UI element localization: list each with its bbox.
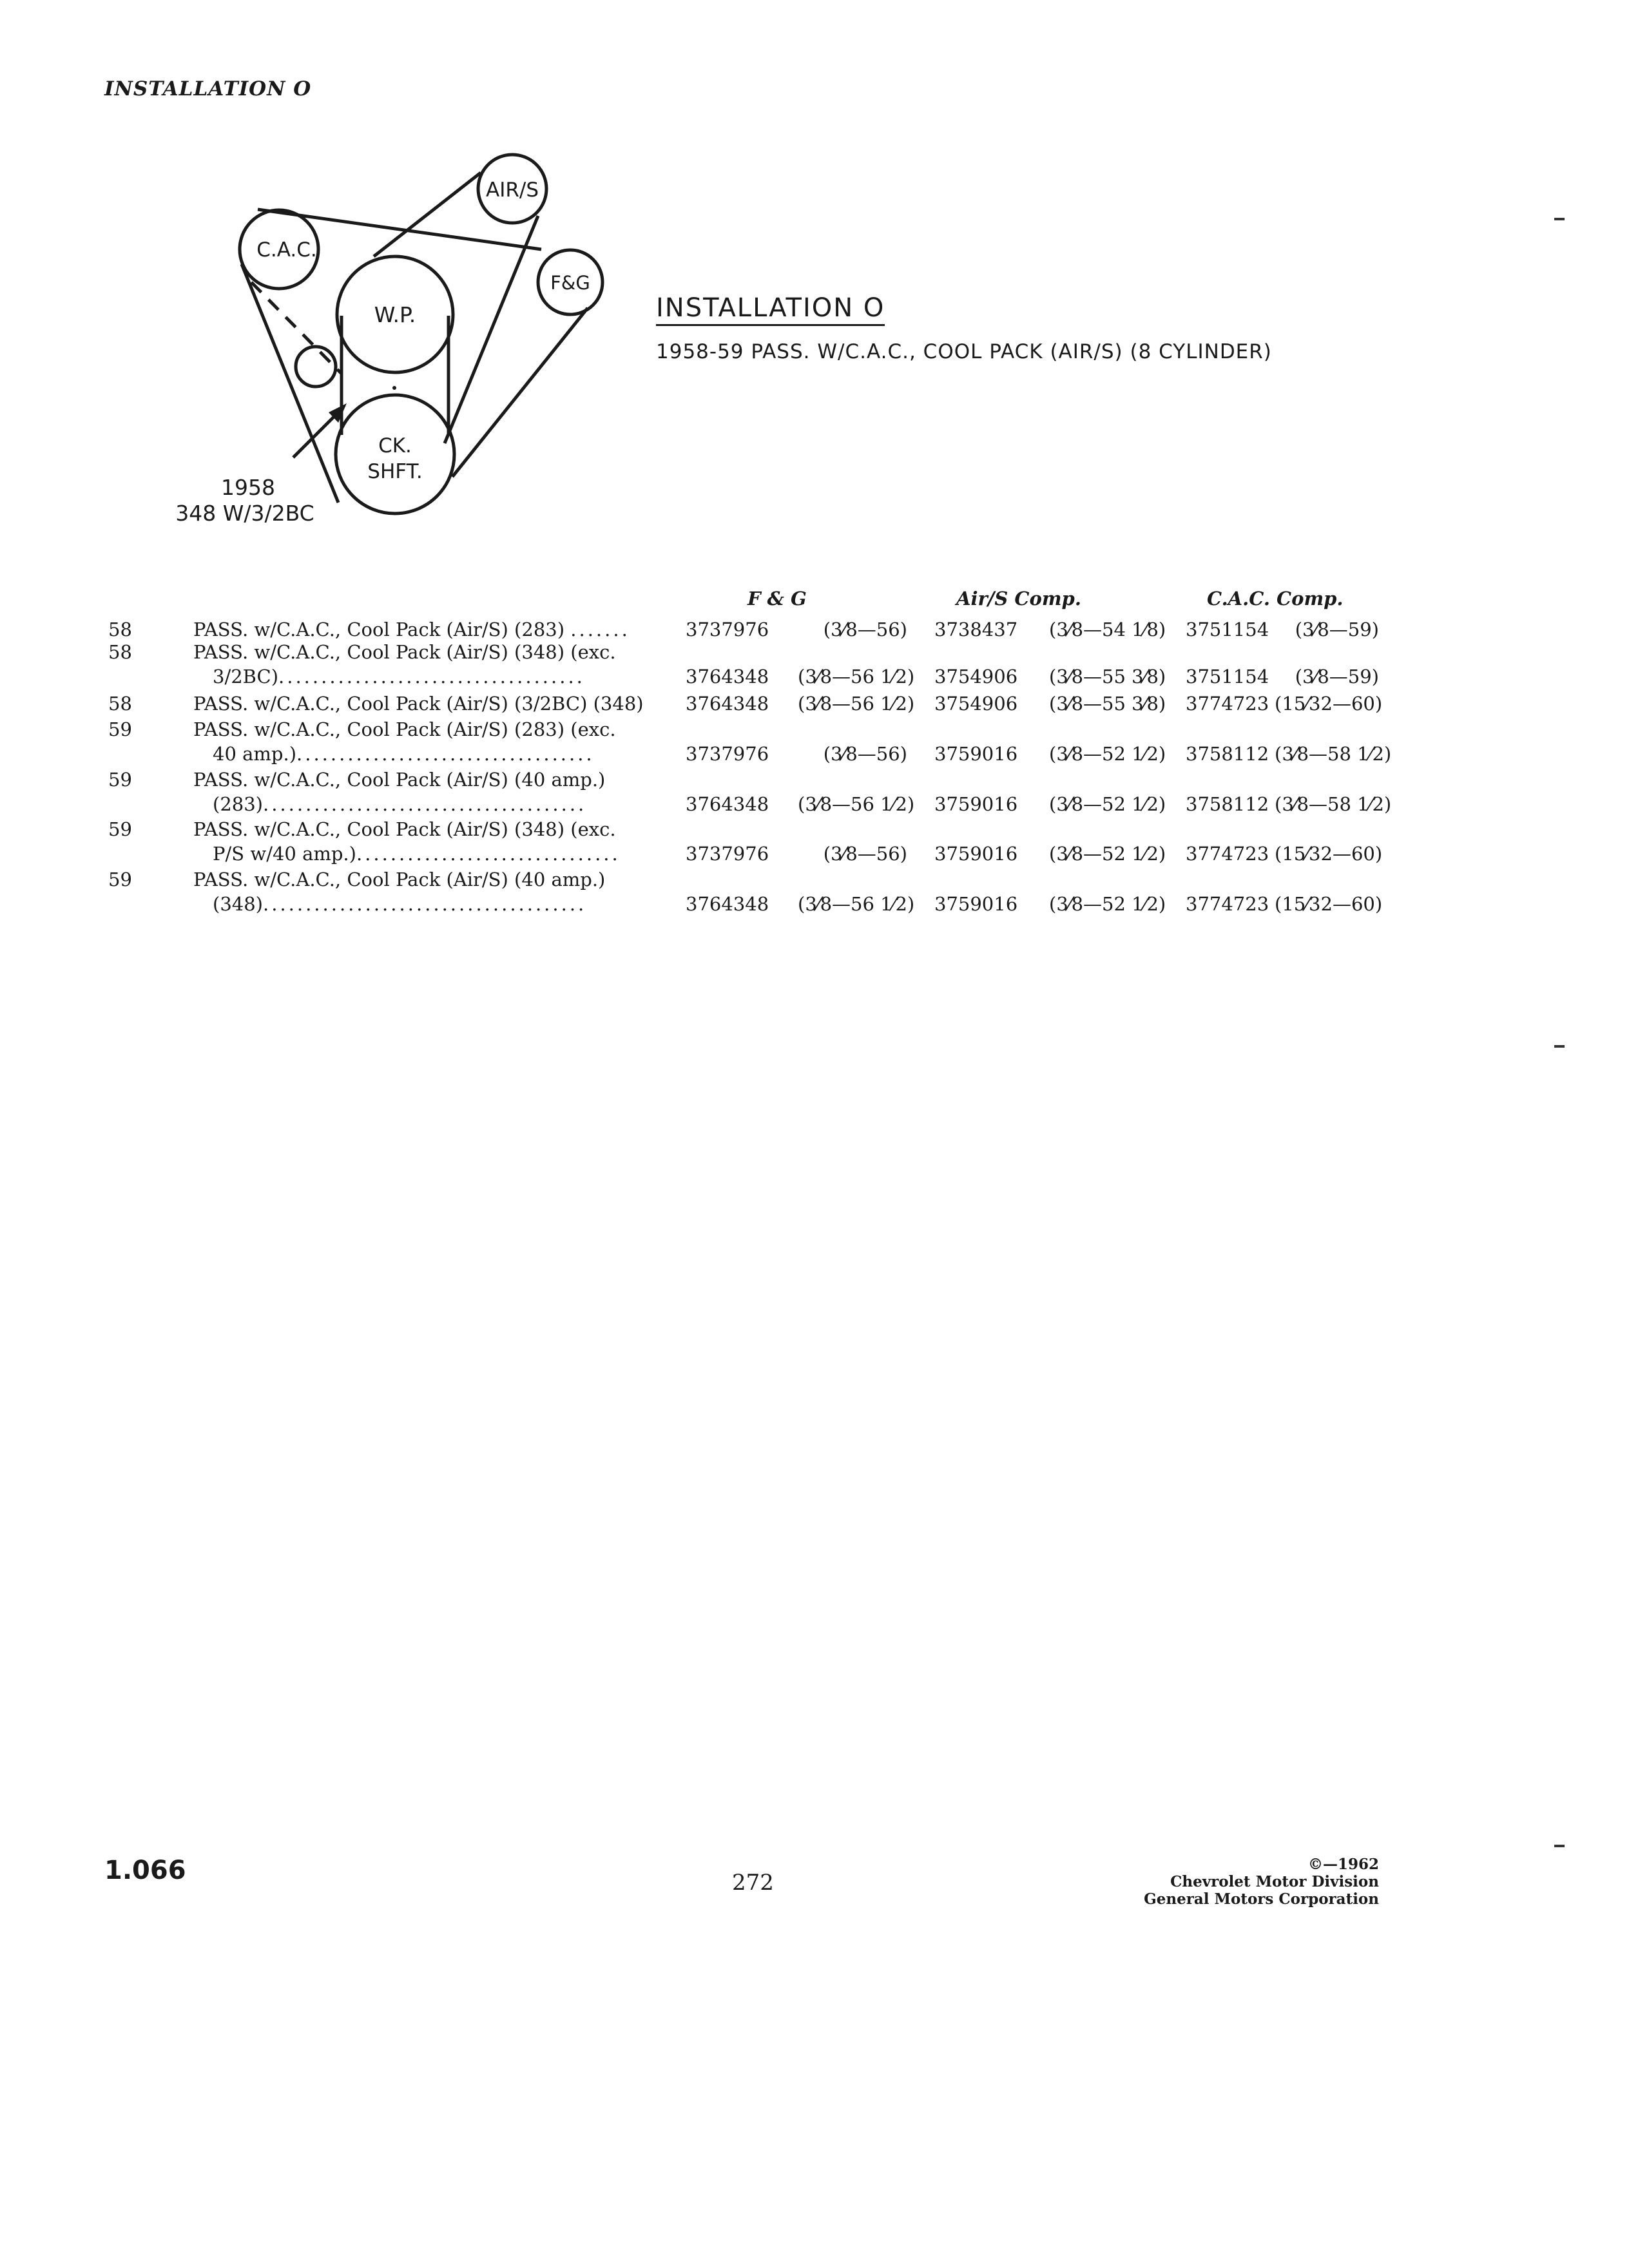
air-belt-size: (3⁄8—55 3⁄8) [1049, 666, 1166, 687]
fg-part-number: 3737976 [686, 619, 769, 640]
row-description-text: PASS. w/C.A.C., Cool Pack (Air/S) (3/2BC) (348) [193, 693, 644, 715]
fg-part-number: 3764348 [686, 793, 769, 815]
row-description-text: PASS. w/C.A.C., Cool Pack (Air/S) (283) (exc. [193, 718, 616, 740]
copyright-line: Chevrolet Motor Division [1170, 1873, 1379, 1890]
copyright-line: General Motors Corporation [1144, 1890, 1379, 1908]
table-row [0, 641, 1629, 693]
fg-part-number: 3764348 [686, 666, 769, 687]
row-year: 59 [108, 718, 132, 740]
table-row [0, 693, 1629, 718]
row-description [193, 619, 664, 640]
fg-part-number: 3764348 [686, 893, 769, 915]
fg-belt-size: (3⁄8—56 1⁄2) [798, 666, 915, 687]
cac-belt-size: (15⁄32—60) [1275, 693, 1383, 715]
row-year: 58 [108, 619, 132, 640]
cac-part-number: 3774723 [1186, 843, 1269, 865]
parts-table [0, 0, 1629, 966]
row-description-cont [213, 843, 664, 865]
row-description-text: (348) [213, 893, 263, 915]
label-cac: C.A.C. [256, 238, 317, 262]
row-description-text: PASS. w/C.A.C., Cool Pack (Air/S) (348) (exc. [193, 641, 616, 663]
leader-dots: .................................... [278, 666, 585, 687]
cac-part-number: 3774723 [1186, 893, 1269, 915]
fg-belt-size: (3⁄8—56) [823, 619, 907, 640]
cac-part-number: 3774723 [1186, 693, 1269, 715]
cac-belt-size: (3⁄8—59) [1295, 666, 1379, 687]
row-description-cont [213, 793, 664, 815]
row-description [193, 718, 664, 740]
leader-dots: ............................... [356, 843, 621, 865]
column-header-fg: F & G [747, 588, 807, 610]
fg-belt-size: (3⁄8—56) [823, 743, 907, 765]
fg-belt-size: (3⁄8—56 1⁄2) [798, 693, 915, 715]
cac-belt-size: (3⁄8—58 1⁄2) [1275, 743, 1392, 765]
air-belt-size: (3⁄8—52 1⁄2) [1049, 843, 1166, 865]
cac-belt-size: (15⁄32—60) [1275, 843, 1383, 865]
fg-belt-size: (3⁄8—56 1⁄2) [798, 793, 915, 815]
row-description [193, 869, 664, 890]
air-belt-size: (3⁄8—52 1⁄2) [1049, 743, 1166, 765]
installation-title: INSTALLATION O [656, 293, 885, 326]
air-part-number: 3754906 [934, 693, 1018, 715]
leader-dots: ...................................... [262, 893, 587, 915]
air-belt-size: (3⁄8—54 1⁄8) [1049, 619, 1166, 640]
air-belt-size: (3⁄8—52 1⁄2) [1049, 893, 1166, 915]
row-description-text: PASS. w/C.A.C., Cool Pack (Air/S) (283) [193, 619, 565, 640]
air-part-number: 3759016 [934, 743, 1018, 765]
table-row [0, 869, 1629, 920]
row-description [193, 818, 664, 840]
air-part-number: 3738437 [934, 619, 1018, 640]
cac-part-number: 3751154 [1186, 619, 1269, 640]
copyright-line: ©—1962 [1307, 1856, 1379, 1873]
row-description-text: PASS. w/C.A.C., Cool Pack (Air/S) (348) (exc. [193, 818, 616, 840]
callout-engine: 348 W/3/2BC [175, 501, 314, 526]
air-belt-size: (3⁄8—52 1⁄2) [1049, 793, 1166, 815]
cac-belt-size: (3⁄8—59) [1295, 619, 1379, 640]
row-description-text: (283) [213, 793, 263, 815]
air-part-number: 3759016 [934, 843, 1018, 865]
row-description [193, 693, 664, 715]
fg-part-number: 3737976 [686, 843, 769, 865]
leader-dots: ....... [570, 619, 630, 640]
row-description [193, 641, 664, 663]
leader-dots: ................................... [296, 743, 595, 765]
fg-part-number: 3737976 [686, 743, 769, 765]
margin-mark [1554, 1845, 1565, 1847]
row-year: 59 [108, 818, 132, 840]
page-number: 272 [732, 1870, 774, 1896]
air-part-number: 3759016 [934, 893, 1018, 915]
margin-mark [1554, 1045, 1565, 1048]
row-year: 59 [108, 869, 132, 890]
air-belt-size: (3⁄8—55 3⁄8) [1049, 693, 1166, 715]
row-description-text: PASS. w/C.A.C., Cool Pack (Air/S) (40 amp.) [193, 869, 606, 890]
leader-dots: ...................................... [262, 793, 587, 815]
row-year: 58 [108, 641, 132, 663]
row-description-cont [213, 893, 664, 915]
label-wp: W.P. [374, 302, 416, 327]
cac-belt-size: (3⁄8—58 1⁄2) [1275, 793, 1392, 815]
fg-belt-size: (3⁄8—56) [823, 843, 907, 865]
table-row [0, 818, 1629, 870]
cac-part-number: 3751154 [1186, 666, 1269, 687]
running-header: INSTALLATION O [104, 77, 312, 101]
callout-year: 1958 [221, 475, 275, 500]
fg-belt-size: (3⁄8—56 1⁄2) [798, 893, 915, 915]
row-year: 58 [108, 693, 132, 715]
row-description-cont [213, 743, 664, 765]
margin-mark [1554, 218, 1565, 220]
cac-belt-size: (15⁄32—60) [1275, 893, 1383, 915]
label-air-s: AIR/S [485, 178, 539, 202]
row-description-text: 40 amp.) [213, 743, 297, 765]
row-year: 59 [108, 769, 132, 791]
label-ck: CK. [378, 434, 412, 457]
row-description-text: P/S w/40 amp.) [213, 843, 356, 865]
installation-subtitle: 1958-59 PASS. W/C.A.C., COOL PACK (AIR/S) (8 CYLINDER) [656, 340, 1272, 363]
cac-part-number: 3758112 [1186, 793, 1269, 815]
row-description-text: 3/2BC) [213, 666, 279, 687]
air-part-number: 3754906 [934, 666, 1018, 687]
air-part-number: 3759016 [934, 793, 1018, 815]
table-row [0, 718, 1629, 770]
copyright-block [1095, 1856, 1379, 1908]
label-fg: F&G [550, 272, 590, 294]
table-row [0, 769, 1629, 820]
row-description-text: PASS. w/C.A.C., Cool Pack (Air/S) (40 amp.) [193, 769, 606, 791]
row-description-cont [213, 666, 664, 687]
cac-part-number: 3758112 [1186, 743, 1269, 765]
label-shft: SHFT. [367, 460, 423, 483]
row-description [193, 769, 664, 791]
fg-part-number: 3764348 [686, 693, 769, 715]
table-row [0, 619, 1629, 644]
column-header-air: Air/S Comp. [956, 588, 1081, 610]
page-id: 1.066 [104, 1856, 186, 1885]
column-header-cac: C.A.C. Comp. [1207, 588, 1344, 610]
